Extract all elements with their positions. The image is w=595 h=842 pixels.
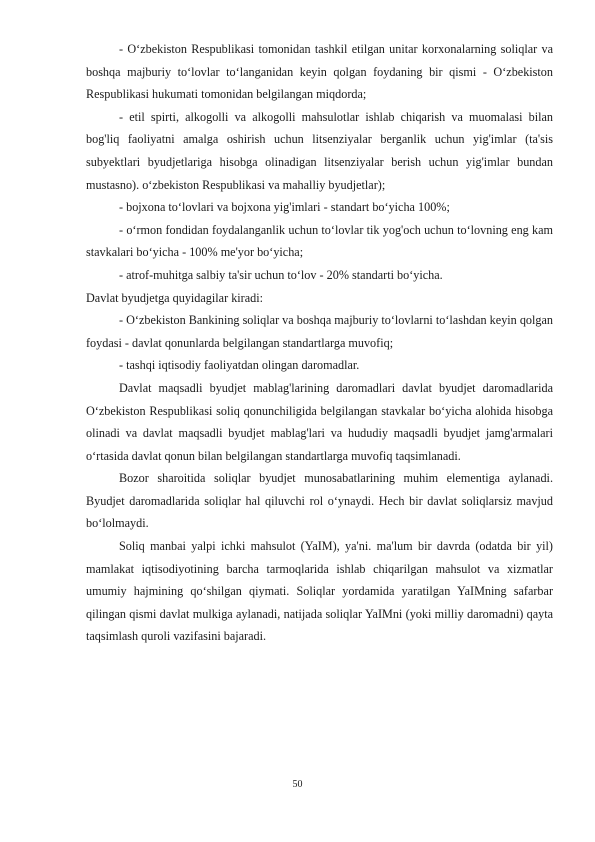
paragraph-tax-source-gdp: Soliq manbai yalpi ichki mahsulot (YaIM), ya'ni. ma'lum bir davrda (odatda bir yil) mamlakat iqtisodiyotining barcha tarmoqlarida ishlab chiqarilgan mahsulot va xizmatlar umumiy hajmining qo‘shilgan qiymati. Soliqlar yordamida yaratilgan YaIMning safarbar qilingan qismi davlat mulkiga aylanadi, natijada soliqlar YaIMni (yoki milliy daromadni) qayta taqsimlash quroli vazifasini bajaradi. [86, 539, 553, 644]
paragraph-unitary-enterprises: - O‘zbekiston Respublikasi tomonidan tashkil etilgan unitar korxonalarning soliqlar va boshqa majburiy to‘lovlar to‘langanidan keyin qolgan foydaning bir qismi - O‘zbekiston Respublikasi hukumati tomonidan belgilangan miqdorda; [86, 42, 553, 102]
paragraph-market-conditions: Bozor sharoitida soliqlar byudjet munosabatlarining muhim elementiga aylanadi. Byudjet daromadlarida soliqlar hal qiluvchi rol o‘ynaydi. Hech bir davlat soliqlarsiz mavjud bo‘lolmaydi. [86, 471, 553, 531]
paragraph-customs-payments: - bojxona to‘lovlari va bojxona yig'imlari - standart bo‘yicha 100%; [119, 200, 450, 215]
page-body [86, 38, 553, 648]
paragraph-state-budget-heading: Davlat byudjetga quyidagilar kiradi: [86, 290, 264, 305]
paragraph-foreign-economic: - tashqi iqtisodiy faoliyatdan olingan daromadlar. [119, 358, 360, 373]
paragraph-license-fees: - etil spirti, alkogolli va alkogolli mahsulotlar ishlab chiqarish va muomalasi bilan bog'liq faoliyatni amalga oshirish uchun litsenziyalar berganlik uchun yig'imlar (ta'sis subyektlari byudjetlariga hisobga olinadigan litsenziyalar berish uchun yig'imlar bundan mustasno). o‘zbekiston Respublikasi va mahalliy byudjetlar); [86, 109, 553, 192]
page-number: 50 [292, 779, 303, 790]
paragraph-forest-fund: - o‘rmon fondidan foydalanganlik uchun to‘lovlar tik yog'och uchun to‘lovning eng kam stavkalari bo‘yicha - 100% me'yor bo‘yicha; [86, 222, 553, 260]
paragraph-central-bank-profit: - O‘zbekiston Bankining soliqlar va boshqa majburiy to‘lovlarni to‘lashdan keyin qolgan foydasi - davlat qonunlarda belgilangan standartlarga muvofiq; [86, 313, 553, 350]
paragraph-environment-payment: - atrof-muhitga salbiy ta'sir uchun to‘lov - 20% standarti bo‘yicha. [119, 267, 443, 282]
paragraph-targeted-budget: Davlat maqsadli byudjet mablag'larining daromadlari davlat byudjet daromadlarida O‘zbekiston Respublikasi soliq qonunchiligida belgilangan stavkalar bo‘yicha alohida hisobga olinadi va davlat maqsadli byudjet mablag'lari va hududiy maqsadli byudjet jamg'armalari o‘rtasida davlat qonun bilan belgilangan standartlarga muvofiq taqsimlanadi. [86, 380, 553, 463]
